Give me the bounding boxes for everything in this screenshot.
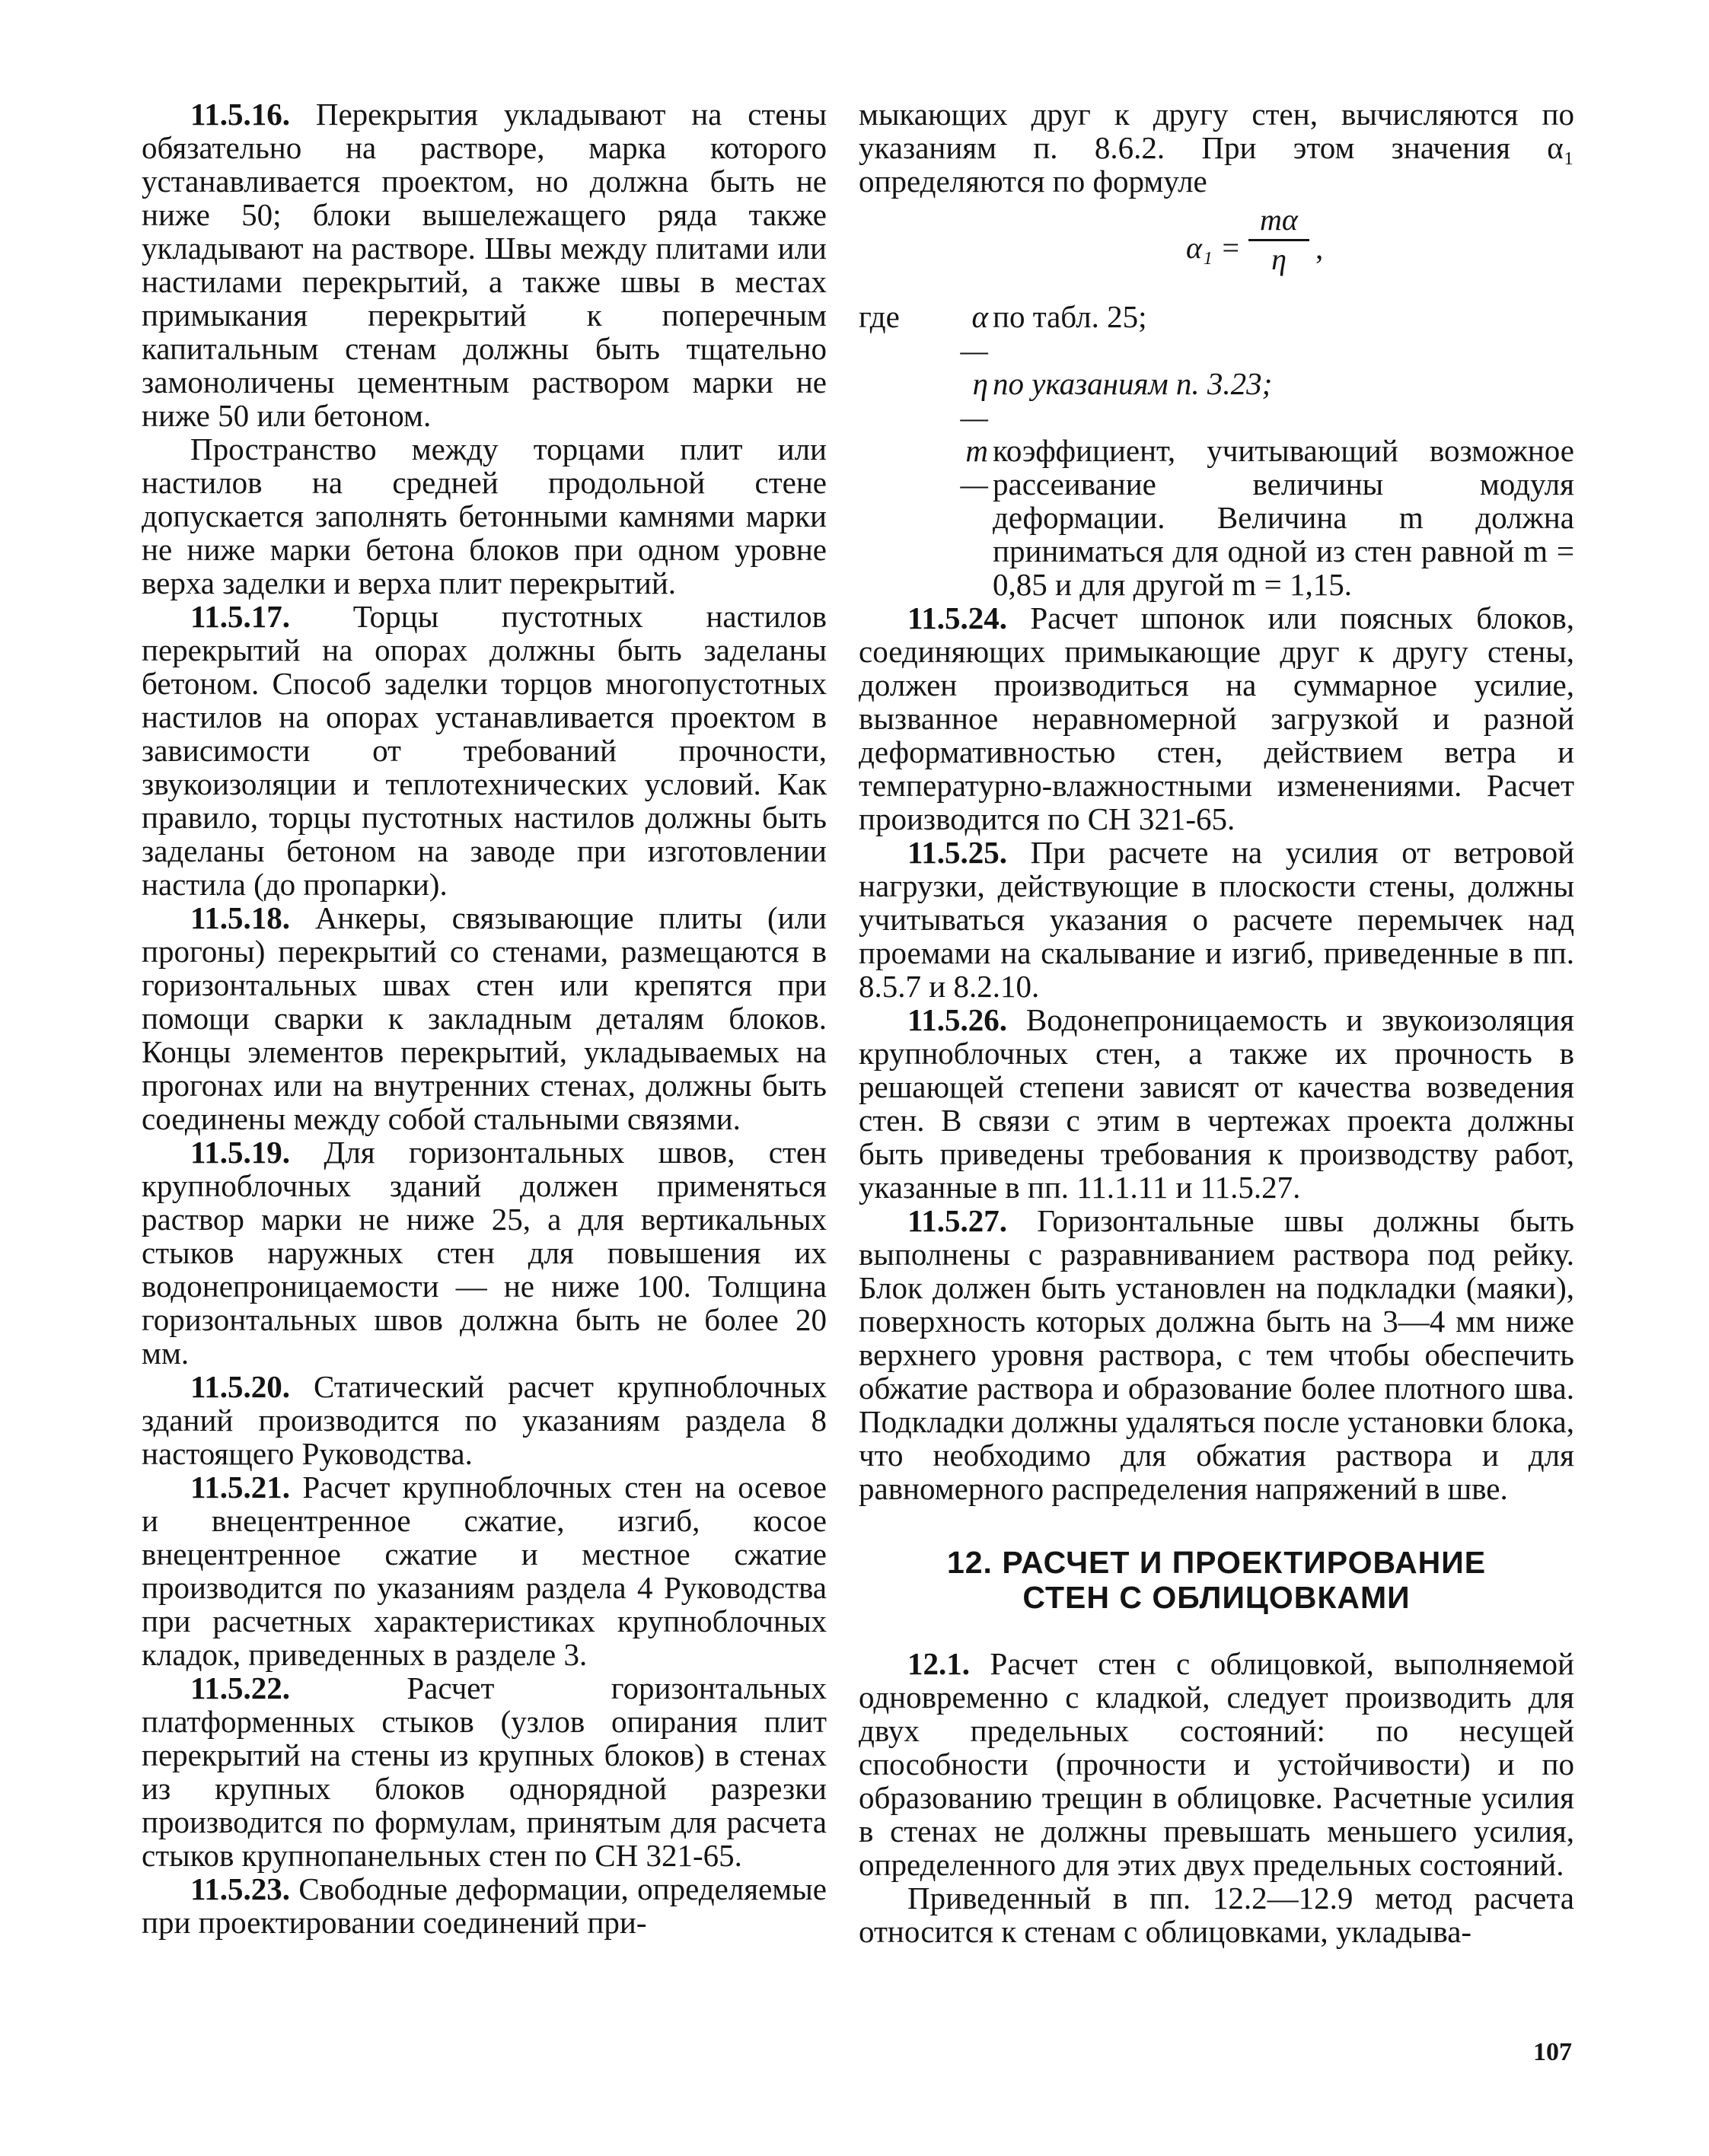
formula-alpha1 [859,202,1574,292]
where-definition-eta: по указаниям п. 3.23; [993,366,1273,401]
left-paragraph [142,600,827,901]
clause-number: 11.5.25. [907,835,1007,870]
right-paragraph [859,1003,1574,1204]
page-number: 107 [1533,2038,1572,2066]
formula-fraction [1248,202,1309,275]
paragraph-text: Анкеры, связывающие плиты (или прогоны) перекрытий со стенами, размещаются в горизонтальных швах стен или крепятся при помощи сварки к закладным деталям блоков. Концы элементов перекрытий, укладываемых на прогонах или на внутренних стенах, должны быть соединены между собой стальными связями. [142,900,827,1136]
left-paragraph [142,432,827,600]
right-intro-paragraph: мыкающих друг к другу стен, вычисляются по указаниям п. 8.6.2. При этом значения α₁ определяются по формуле [859,97,1574,199]
where-definition-alpha: по табл. 25; [993,299,1147,334]
right-paragraph [859,836,1574,1003]
left-paragraph [142,1872,827,1939]
formula-lhs: α₁ = [1186,231,1241,265]
paragraph-text: Торцы пустотных настилов перекрытий на опорах должны быть заделаны бетоном. Способ заделки торцов многопустотных настилов на опорах устанавливается проектом в зависимости от требований прочности, звукоизоляции и теплотехнических условий. Как правило, торцы пустотных настилов должны быть заделаны бетоном на заводе при изготовлении настила (до пропарки). [142,599,827,902]
left-paragraph [142,1470,827,1671]
left-paragraph [142,901,827,1135]
where-symbol-eta: η — [960,366,988,435]
section-paragraphs [859,1647,1574,1948]
section-heading-line2: СТЕН С ОБЛИЦОВКАМИ [1022,1580,1411,1615]
paragraph-text: Расчет крупноблочных стен на осевое и внецентренное сжатие, изгиб, косое внецентренное сжатие и местное сжатие производится по указаниям раздела 4 Руководства при расчетных характеристиках крупноблочных кладок, приведенных в разделе 3. [142,1470,827,1672]
clause-number: 11.5.27. [907,1203,1007,1238]
left-paragraph [142,1671,827,1872]
paragraph-text: Статический расчет крупноблочных зданий производится по указаниям раздела 8 настоящего Руководства. [142,1369,827,1471]
clause-number: 11.5.16. [190,97,290,132]
where-symbol-alpha: α — [960,299,988,368]
clause-number: 11.5.19. [190,1135,290,1170]
formula-tail: , [1315,231,1324,266]
clause-number: 11.5.21. [190,1470,290,1505]
left-paragraph [142,97,827,432]
right-paragraph [859,601,1574,836]
paragraph-text: Расчет горизонтальных платформенных стыков (узлов опирания плит перекрытий на стены из крупных блоков) в стенах из крупных блоков однорядной разрезки производится по формулам, принятым для расчета стыков крупнопанельных стен по СН 321-65. [142,1670,827,1873]
where-symbol-m: m — [960,433,988,502]
paragraph-text: Горизонтальные швы должны быть выполнены с разравниванием раствора под рейку. Блок должен быть установлен на подкладки (маяки), поверхность которых должна быть на 3—4 мм ниже верхнего уровня раствора, с тем чтобы обеспечить обжатие раствора и образование более плотного шва. Подкладки должны удаляться после установки блока, что необходимо для обжатия раствора и для равномерного распределения напряжений в шве. [859,1203,1575,1506]
paragraph-text: Для горизонтальных швов, стен крупноблочных зданий должен применяться раствор марки не ниже 25, а для вертикальных стыков наружных стен для повышения их водонепроницаемости — не ниже 100. Толщина горизонтальных швов должна быть не более 20 мм. [142,1135,827,1371]
paragraph-text: Свободные деформации, определяемые при проектировании соединений при- [142,1871,827,1940]
where-legend [859,300,1574,601]
right-paragraph [859,1204,1574,1505]
where-definition-m: коэффициент, учитывающий возможное рассеивание величины модуля деформации. Величина m должна приниматься для одной из стен равной m = 0,85 и для другой m = 1,15. [993,433,1574,602]
formula-denominator: η [1271,242,1287,276]
clause-number: 11.5.24. [907,600,1007,635]
clause-number: 11.5.20. [190,1369,290,1404]
right-column [859,97,1574,1948]
fraction-bar [1248,239,1309,241]
section-heading-line1: 12. РАСЧЕТ И ПРОЕКТИРОВАНИЕ [946,1545,1487,1580]
left-paragraph [142,1370,827,1470]
section-paragraph [859,1881,1574,1948]
clause-number: 12.1. [907,1646,970,1681]
paragraph-text: Водонепроницаемость и звукоизоляция крупноблочных стен, а также их прочность в решающей степени зависят от качества возведения стен. В связи с этим в чертежах проекта должны быть приведены требования к производству работ, указанные в пп. 11.1.11 и 11.5.27. [859,1002,1574,1205]
paragraph-text: Пространство между торцами плит или настилов на средней продольной стене допускается заполнять бетонными камнями марки не ниже марки бетона блоков при одном уровне верха заделки и верха плит перекрытий. [142,432,827,600]
formula-numerator: mα [1260,202,1298,237]
left-column [142,97,827,1939]
clause-number: 11.5.23. [190,1871,290,1906]
clause-number: 11.5.22. [190,1670,290,1705]
paragraph-text: Перекрытия укладывают на стены обязательно на растворе, марка которого устанавливается проектом, но должна быть не ниже 50; блоки вышележащего ряда также укладывают на растворе. Швы между плитами или настилами перекрытий, а также швы в местах примыкания перекрытий к поперечным капитальным стенам должны быть тщательно замоноличены цементным раствором марки не ниже 50 или бетоном. [142,97,827,433]
paragraph-text: Расчет шпонок или поясных блоков, соединяющих примыкающие друг к другу стены, должен производиться на суммарное усилие, вызванное неравномерной загрузкой и разной деформативностью стен, действием ветра и температурно-влажностными изменениями. Расчет производится по СН 321-65. [859,600,1574,836]
clause-number: 11.5.18. [190,900,290,935]
paragraph-text: Расчет стен с облицовкой, выполняемой одновременно с кладкой, следует производить для двух предельных состояний: по несущей способности (прочности и устойчивости) и по образованию трещин в облицовке. Расчетные усилия в стенах не должны превышать меньшего усилия, определенного для этих двух предельных состояний. [859,1646,1574,1882]
left-paragraph [142,1135,827,1370]
right-paragraphs [859,601,1574,1505]
clause-number: 11.5.17. [190,599,290,634]
paragraph-text: При расчете на усилия от ветровой нагрузки, действующие в плоскости стены, должны учитываться указания о расчете перемычек над проемами на скалывание и изгиб, приведенные в пп. 8.5.7 и 8.2.10. [859,835,1575,1004]
section-paragraph [859,1647,1574,1881]
section-heading [859,1545,1574,1615]
paragraph-text: Приведенный в пп. 12.2—12.9 метод расчета относится к стенам с облицовками, укладыва- [859,1881,1574,1949]
where-lead: где [859,299,900,334]
clause-number: 11.5.26. [907,1002,1007,1037]
